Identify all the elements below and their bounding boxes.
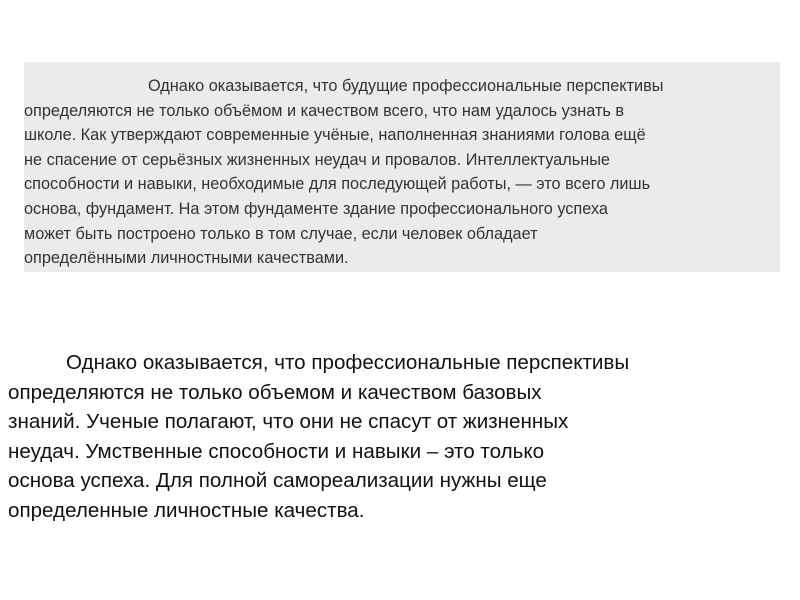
summary-line: определенные личностные качества. xyxy=(8,498,365,522)
summary-line: неудач. Умственные способности и навыки – это только xyxy=(8,439,545,463)
original-line: может быть построено только в том случае, если человек обладает xyxy=(24,224,538,243)
summary-line: знаний. Ученые полагают, что они не спасут от жизненных xyxy=(8,410,569,434)
original-line: определёнными личностными качествами. xyxy=(24,249,349,268)
original-line: не спасение от серьёзных жизненных неудач и провалов. Интеллектуальные xyxy=(24,150,610,169)
original-line: Однако оказывается, что будущие профессиональные перспективы xyxy=(148,77,664,95)
original-line: школе. Как утверждают современные учёные, наполненная знаниями голова ещё xyxy=(24,126,646,145)
original-paragraph xyxy=(24,74,776,271)
original-line: основа, фундамент. На этом фундаменте здание профессионального успеха xyxy=(24,199,608,218)
original-line: определяются не только объёмом и качеством всего, что нам удалось узнать в xyxy=(24,101,625,120)
summary-line: основа успеха. Для полной самореализации нужны еще xyxy=(8,469,547,493)
original-line: способности и навыки, необходимые для последующей работы, — это всего лишь xyxy=(24,175,651,194)
summary-line: определяются не только объемом и качеством базовых xyxy=(8,380,542,404)
summary-paragraph xyxy=(0,348,798,526)
summary-line: Однако оказывается, что профессиональные перспективы xyxy=(66,351,630,374)
